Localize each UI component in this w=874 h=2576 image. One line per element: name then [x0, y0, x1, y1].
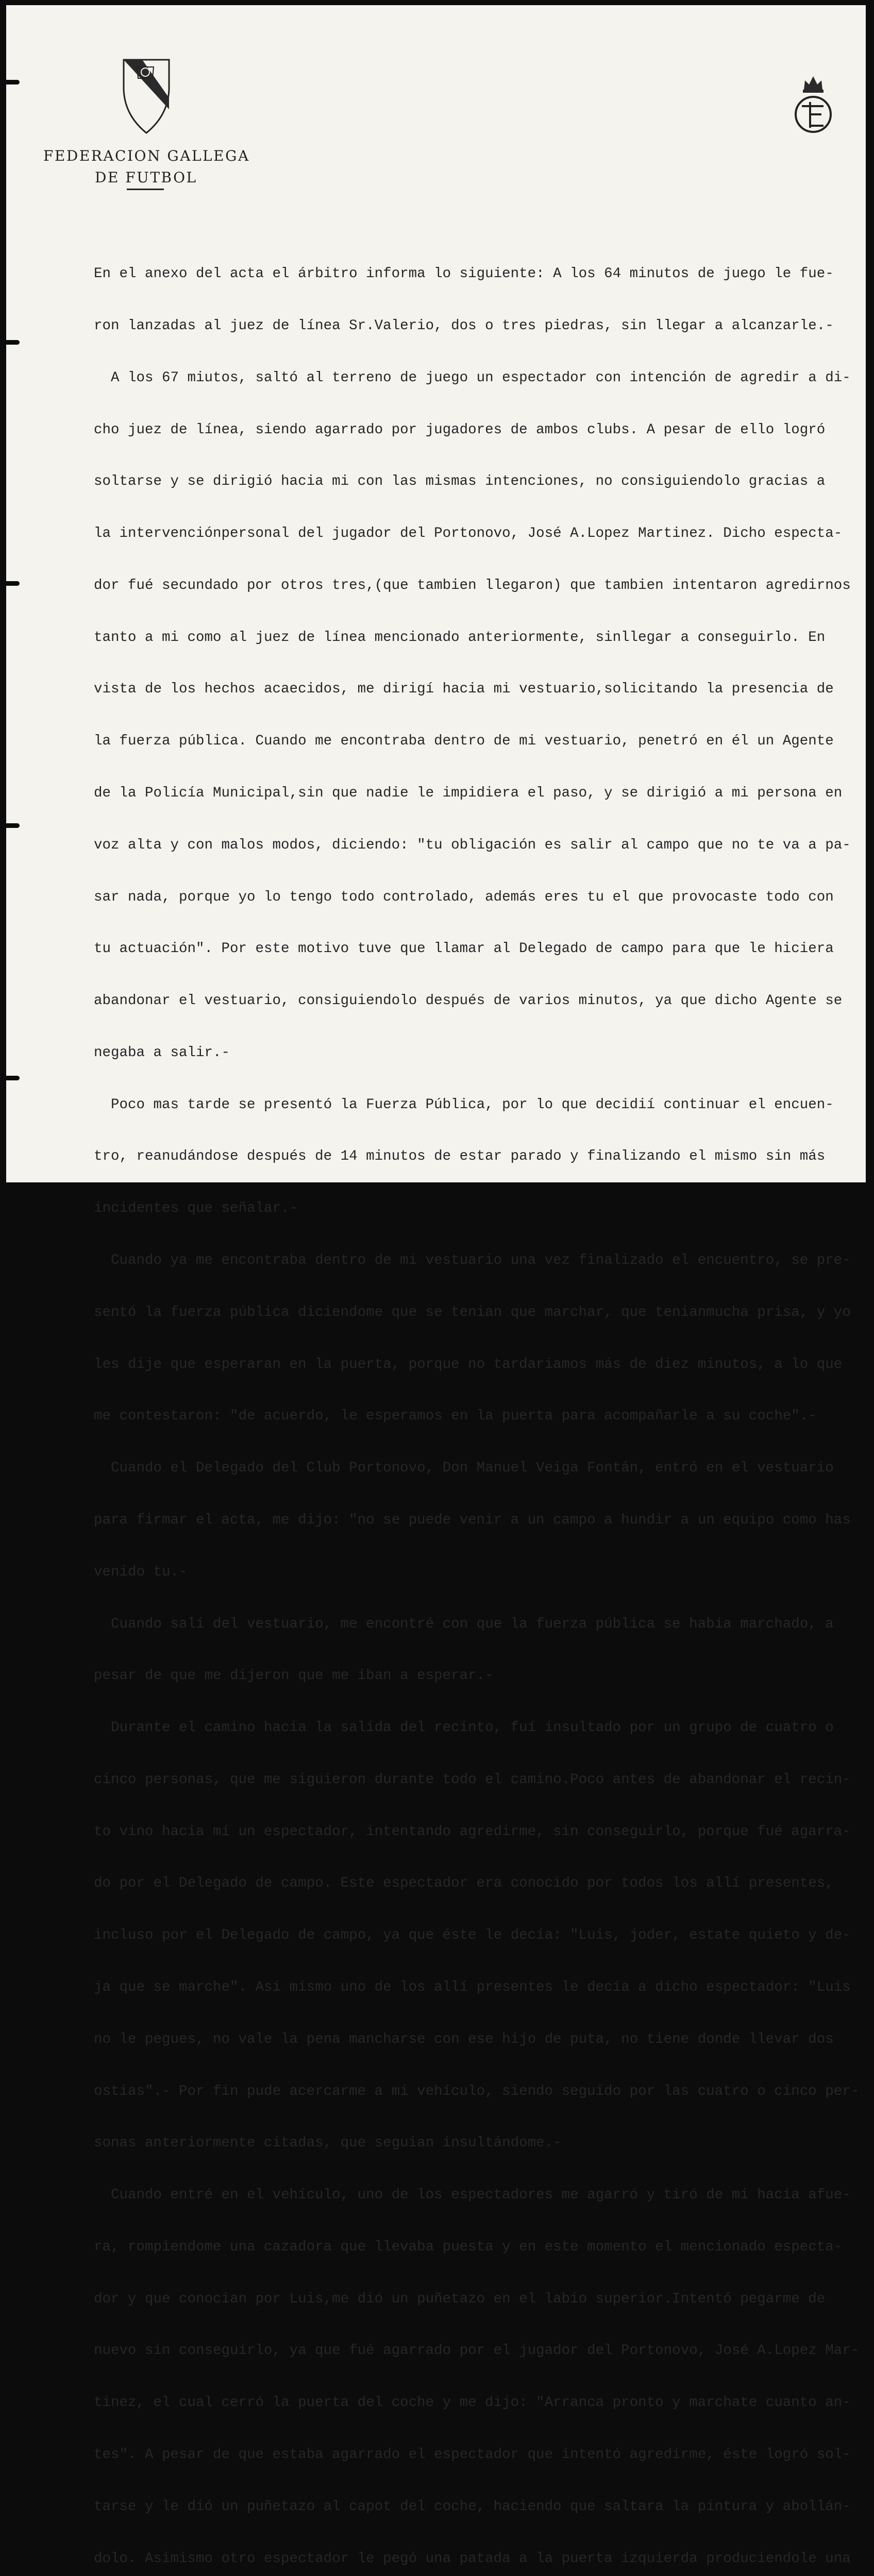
- punch-hole: [6, 581, 20, 586]
- body-line: tanto a mi como al juez de línea mencionado anteriormente, sinllegar a conseguirlo. En: [94, 629, 826, 646]
- body-line: me contestaron: "de acuerdo, le esperamos en la puerta para acompañarle a su coche".-: [94, 1408, 817, 1425]
- body-line: Cuando ya me encontraba dentro de mi vestuario una vez finalizado el encuentro, se pre-: [94, 1252, 851, 1269]
- body-line: dor fué secundado por otros tres,(que tambien llegaron) que tambien intentaron agredirnos: [94, 577, 851, 594]
- body-line: venido tu.-: [94, 1564, 188, 1580]
- body-line: A los 67 miutos, saltó al terreno de juego un espectador con intención de agredir a di-: [94, 369, 851, 386]
- document-page: [6, 5, 866, 2567]
- body-line: abandonar el vestuario, consiguiendolo después de varios minutos, ya que dicho Agente se: [94, 993, 843, 1009]
- body-line: tu actuación". Por este motivo tuve que llamar al Delegado de campo para que le hiciera: [94, 941, 834, 957]
- body-line: to vino hacia mí un espectador, intentando agredirme, sin conseguirlo, porque fué agarra-: [94, 1823, 851, 1840]
- body-line: sonas anteriormente citadas, que seguian insultándome.-: [94, 2135, 562, 2151]
- federation-name: [43, 145, 255, 189]
- body-line: ostias".- Por fin pude acercarme a mi vehículo, siendo seguido por las cuatro o cinco per-: [94, 2083, 860, 2099]
- crown-emblem-icon: [789, 72, 837, 135]
- body-line: cinco personas, que me siguieron durante todo el camino.Poco antes de abandonar el recin-: [94, 1771, 851, 1788]
- body-line: dor y que conocian por Luis,me dió un puñetazo en el labio superior.Intentó pegarme de: [94, 2291, 826, 2307]
- report-body: [94, 231, 867, 2576]
- shield-emblem-icon: [122, 58, 171, 135]
- body-line: En el anexo del acta el árbitro informa lo siguiente: A los 64 minutos de juego le fue-: [94, 266, 834, 282]
- body-line: tinez, el cual cerró la puerta del coche y me dijo: "Arranca pronto y marchate cuanto an-: [94, 2395, 851, 2411]
- federation-name-line1: FEDERACION GALLEGA: [43, 147, 250, 164]
- body-line: voz alta y con malos modos, diciendo: "tu obligación es salir al campo que no te va a pa-: [94, 837, 851, 853]
- body-line: Cuando salí del vestuario, me encontré con que la fuerza pública se habia marchado, a: [94, 1616, 834, 1632]
- body-line: incidentes que señalar.-: [94, 1200, 298, 1217]
- body-line: ron lanzadas al juez de línea Sr.Valerio, dos o tres piedras, sin llegar a alcanzarle.-: [94, 317, 834, 334]
- punch-hole: [6, 340, 20, 345]
- body-line: dolo. Asimismo otro espectador le pegó una patada a la puerta izquierda produciendole una: [94, 2550, 851, 2567]
- body-line: pesar de que me dijeron que me iban a esperar.-: [94, 1668, 494, 1684]
- body-line: Cuando entré en el vehículo, uno de los espectadores me agarró y tiró de mi hacia afue-: [94, 2187, 851, 2204]
- punch-hole: [6, 1076, 20, 1080]
- body-line: ja que se marche". Asi mismo uno de los allí presentes le decía a dicho espectador: "Luis: [94, 1979, 851, 1995]
- body-line: incluso por el Delegado de campo, ya que éste le decía: "Luis, joder, estate quieto y de-: [94, 1927, 851, 1944]
- body-line: tes". A pesar de que estaba agarrado el espectador que intentó agredirme, éste logró sol-: [94, 2447, 851, 2463]
- punch-hole: [6, 80, 20, 84]
- body-line: negaba a salir.-: [94, 1044, 230, 1061]
- body-line: de la Policía Municipal,sin que nadie le impidiera el paso, y se dirigió a mi persona en: [94, 785, 843, 801]
- body-line: sentó la fuerza pública diciendome que se tenian que marchar, que tenianmucha prisa, y yo: [94, 1304, 851, 1320]
- body-line: do por el Delegado de campo. Este espectador era conocido por todos los allí presentes,: [94, 1875, 834, 1892]
- punch-hole: [6, 823, 20, 828]
- body-line: tro, reanudándose después de 14 minutos de estar parado y finalizando el mismo sin más: [94, 1148, 826, 1165]
- body-line: para firmar el acta, me dijo: "no se puede venir a un campo a hundir a un equipo como has: [94, 1512, 851, 1528]
- body-line: Durante el camino hacia la salida del recinto, fuí insultado por un grupo de cuatro o: [94, 1720, 834, 1736]
- body-line: Poco mas tarde se presentó la Fuerza Pública, por lo que decidií continuar el encuen-: [94, 1096, 834, 1113]
- body-line: les dije que esperaran en la puerta, porque no tardariamos más de diez minutos, a lo que: [94, 1356, 843, 1372]
- body-line: nuevo sin conseguirlo, ya que fué agarrado por el jugador del Portonovo, José A.Lopez Mar-: [94, 2343, 860, 2359]
- body-line: soltarse y se dirigió hacia mi con las mismas intenciones, no consiguiendolo gracias a: [94, 473, 826, 490]
- body-line: cho juez de línea, siendo agarrado por jugadores de ambos clubs. A pesar de ello logró: [94, 421, 826, 438]
- body-line: tarse y le dió un puñetazo al capot del coche, haciendo que saltara la pintura y abollán-: [94, 2498, 851, 2515]
- body-line: ra, rompiendome una cazadora que llevaba puesta y en este momento el mencionado especta-: [94, 2239, 843, 2255]
- letterhead-divider: [127, 189, 164, 190]
- body-line: la intervenciónpersonal del jugador del Portonovo, José A.Lopez Martinez. Dicho especta-: [94, 526, 843, 542]
- body-line: no le pegues, no vale la pena mancharse con ese hijo de puta, no tiene donde llevar dos: [94, 2031, 834, 2047]
- body-line: vista de los hechos acaecidos, me dirigí hacia mi vestuario,solicitando la presencia de: [94, 681, 834, 698]
- federation-name-line2: DE FUTBOL: [95, 169, 197, 186]
- body-line: Cuando el Delegado del Club Portonovo, Don Manuel Veiga Fontán, entró en el vestuario: [94, 1460, 834, 1477]
- body-line: sar nada, porque yo lo tengo todo controlado, además eres tu el que provocaste todo con: [94, 889, 834, 905]
- body-line: la fuerza pública. Cuando me encontraba dentro de mi vestuario, penetró en él un Agente: [94, 733, 834, 750]
